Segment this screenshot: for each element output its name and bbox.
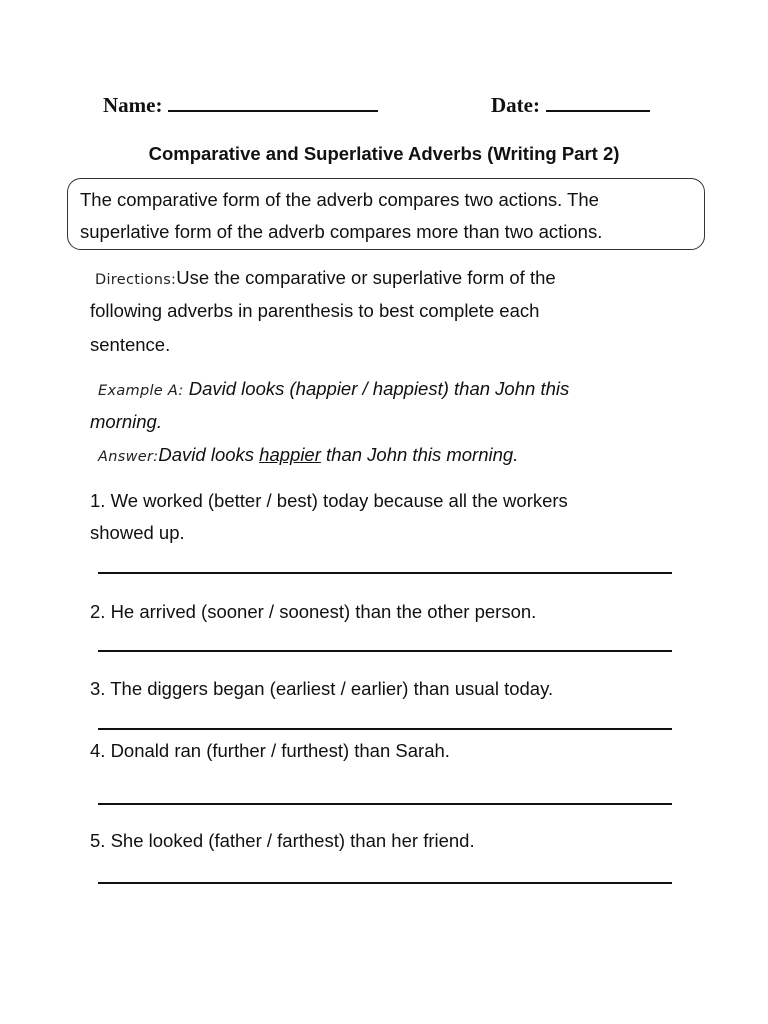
name-field[interactable] [103,92,378,118]
info-line-2: superlative form of the adverb compares more than two actions. [80,221,603,242]
date-label: Date: [491,93,540,117]
question-5: 5. She looked (father / farthest) than her friend. [90,830,475,851]
question-2: 2. He arrived (sooner / soonest) than the other person. [90,601,537,622]
directions-line-1 [95,267,556,289]
answer-underlined-word: happier [259,444,321,465]
answer-label: Answer: [98,449,159,465]
date-field[interactable] [491,92,650,118]
answer-blank-3[interactable] [98,728,672,730]
question-4: 4. Donald ran (further / furthest) than Sarah. [90,740,450,761]
question-1-line-2: showed up. [90,522,185,543]
directions-label: Directions: [95,272,177,288]
question-3: 3. The diggers began (earliest / earlier) than usual today. [90,678,554,699]
answer-blank-5[interactable] [98,882,672,884]
question-1-line-1: 1. We worked (better / best) today because all the workers [90,490,568,511]
example-line-2: morning. [90,411,162,432]
directions-line-2: following adverbs in parenthesis to best complete each [90,300,540,321]
worksheet-title: Comparative and Superlative Adverbs (Writing Part 2) [148,143,620,164]
answer-after: than John this morning. [326,444,519,465]
example-text-1: David looks (happier / happiest) than John this [188,378,570,399]
example-line-1 [98,378,569,400]
directions-line-3: sentence. [90,334,171,355]
answer-line [98,444,518,466]
answer-blank-1[interactable] [98,572,672,574]
date-blank-line[interactable] [546,92,650,112]
answer-blank-4[interactable] [98,803,672,805]
directions-text-1: Use the comparative or superlative form of the [176,267,556,288]
name-label: Name: [103,93,163,117]
name-blank-line[interactable] [168,92,378,112]
answer-before: David looks [158,444,255,465]
info-line-1: The comparative form of the adverb compares two actions. The [80,189,599,210]
example-label: Example A: [98,383,184,399]
answer-blank-2[interactable] [98,650,672,652]
